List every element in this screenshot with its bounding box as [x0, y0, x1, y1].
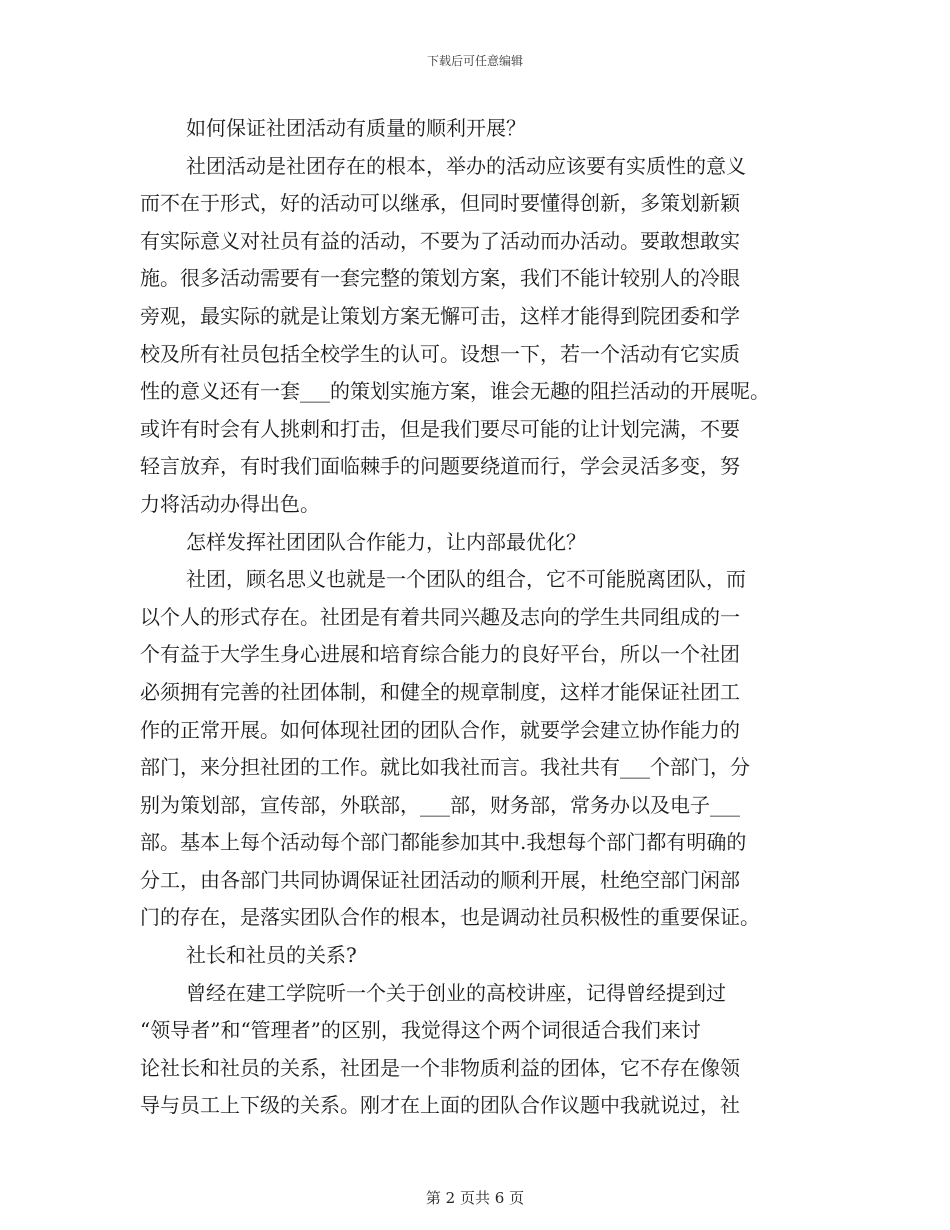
text-line: “领导者”和“管理者”的区别，我觉得这个两个词很适合我们来讨 [140, 1018, 701, 1043]
text-line: 导与员工上下级的关系。刚才在上面的团队合作议题中我就说过，社 [140, 1093, 740, 1118]
text-line: 分工，由各部门共同协调保证社团活动的顺利开展，杜绝空部门闲部 [140, 867, 740, 892]
text-line: 曾经在建工学院听一个关于创业的高校讲座，记得曾经提到过 [186, 980, 726, 1005]
text-line: 如何保证社团活动有质量的顺利开展？ [186, 116, 526, 140]
text-line: 而不在于形式，好的活动可以继承，但同时要懂得创新，多策划新颖 [140, 191, 740, 216]
text-line: 施。很多活动需要有一套完整的策划方案，我们不能计较别人的冷眼 [140, 266, 740, 291]
text-line: 怎样发挥社团团队合作能力，让内部最优化？ [186, 529, 586, 554]
text-line: 门的存在，是落实团队合作的根本，也是调动社员积极性的重要保证。 [140, 905, 760, 930]
text-line: 个有益于大学生身心进展和培育综合能力的良好平台，所以一个社团 [140, 642, 740, 667]
text-line: 部门，来分担社团的工作。就比如我社而言。我社共有___个部门，分 [140, 755, 750, 780]
text-line: 别为策划部，宣传部，外联部，___部，财务部，常务办以及电子___ [140, 792, 740, 817]
document-body [140, 110, 805, 1125]
text-line: 性的意义还有一套___的策划实施方案，谁会无趣的阻拦活动的开展呢。 [140, 379, 770, 404]
text-line: 社长和社员的关系? [186, 943, 357, 968]
page-header: 下载后可任意编辑 [426, 54, 523, 68]
text-line: 必须拥有完善的社团体制，和健全的规章制度，这样才能保证社团工 [140, 679, 740, 704]
page-footer: 第 2 页共 6 页 [425, 1189, 525, 1207]
text-line: 作的正常开展。如何体现社团的团队合作，就要学会建立协作能力的 [140, 717, 740, 742]
text-line: 力将活动办得出色。 [140, 491, 320, 516]
text-line: 或许有时会有人挑刺和打击，但是我们要尽可能的让计划完满，不要 [140, 416, 740, 441]
text-line: 社团，顾名思义也就是一个团队的组合，它不可能脱离团队，而 [186, 567, 746, 592]
text-line: 以个人的形式存在。社团是有着共同兴趣及志向的学生共同组成的一 [140, 604, 740, 629]
text-line: 社团活动是社团存在的根本，举办的活动应该要有实质性的意义 [186, 153, 746, 178]
text-line: 轻言放弃，有时我们面临棘手的问题要绕道而行，学会灵活多变，努 [140, 454, 740, 479]
text-line: 部。基本上每个活动每个部门都能参加其中.我想每个部门都有明确的 [140, 830, 747, 855]
text-line: 校及所有社员包括全校学生的认可。设想一下，若一个活动有它实质 [140, 341, 740, 366]
text-line: 旁观，最实际的就是让策划方案无懈可击，这样才能得到院团委和学 [140, 303, 740, 328]
text-line: 论社长和社员的关系，社团是一个非物质利益的团体，它不存在像领 [140, 1055, 740, 1080]
text-line: 有实际意义对社员有益的活动，不要为了活动而办活动。要敢想敢实 [140, 228, 740, 253]
